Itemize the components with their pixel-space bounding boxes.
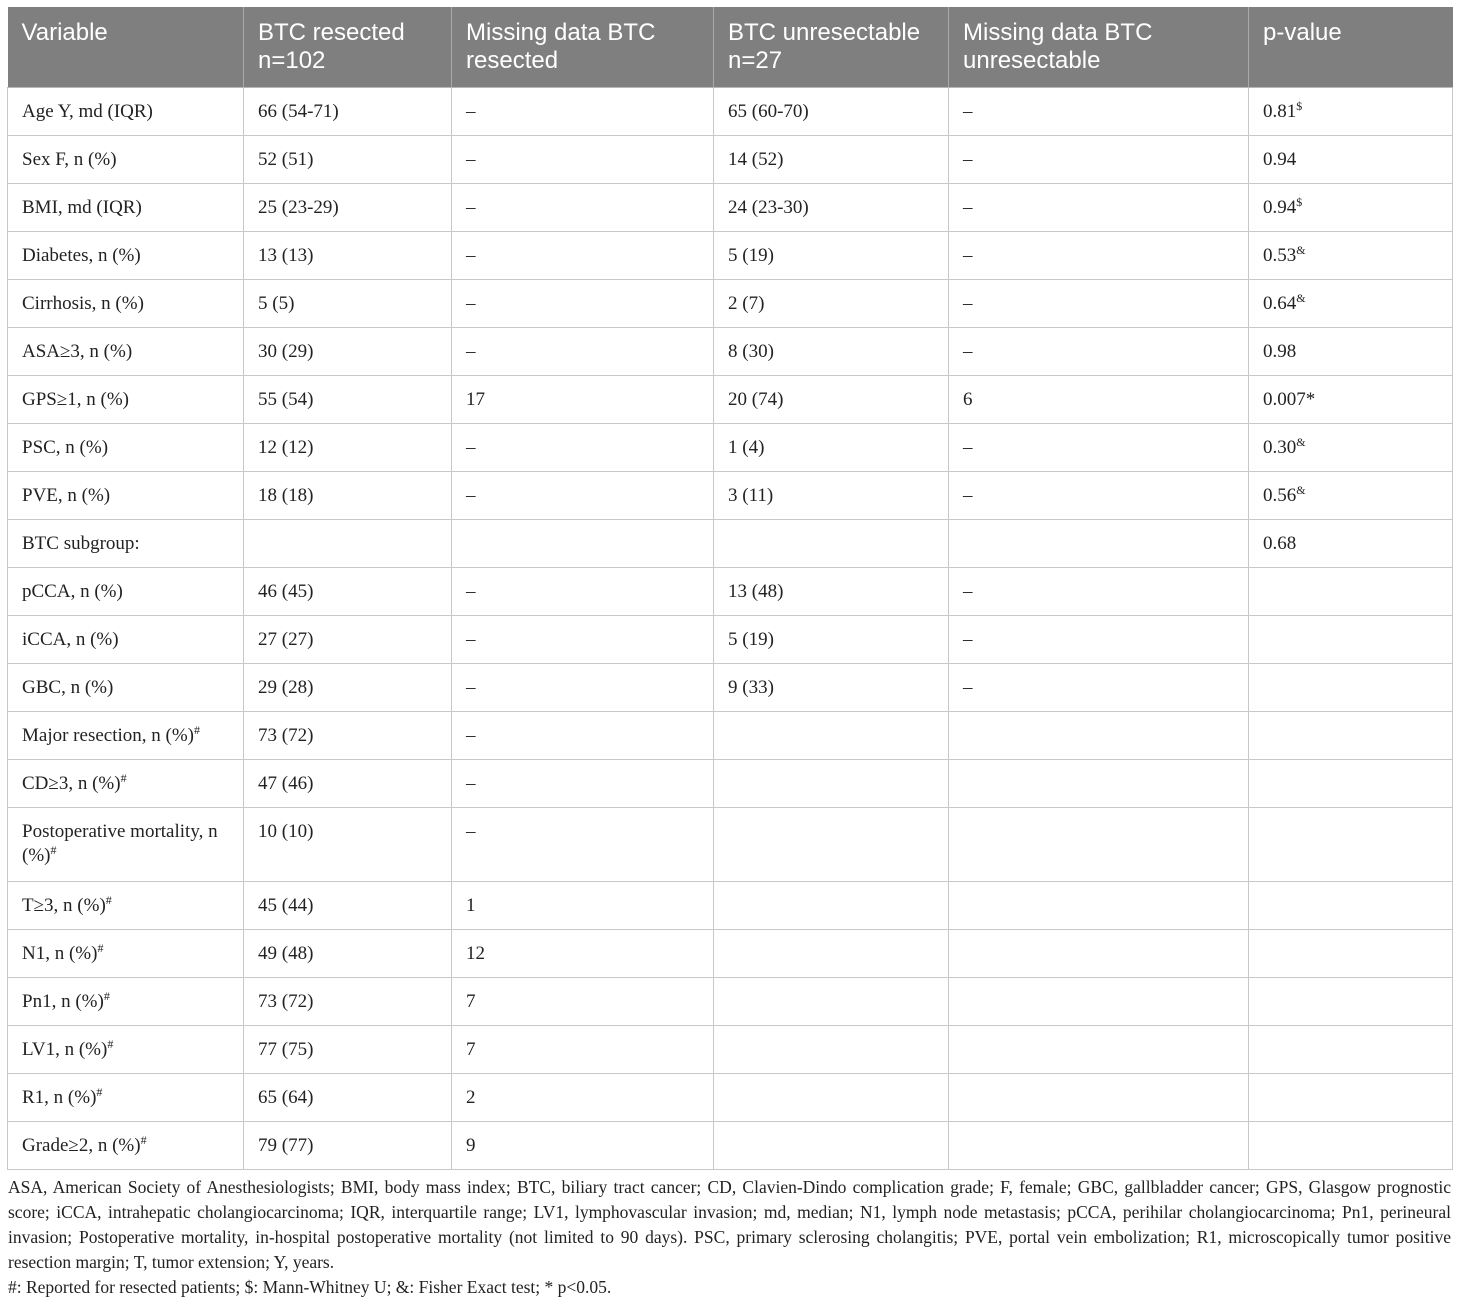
cell-btc-resected-text: 10 (10) bbox=[258, 821, 314, 842]
cell-btc-resected-text: 79 (77) bbox=[258, 1135, 314, 1156]
cell-btc-resected bbox=[244, 664, 452, 712]
cell-missing-unresectable bbox=[949, 376, 1249, 424]
cell-btc-unresectable-text: 9 (33) bbox=[728, 677, 774, 698]
cell-variable bbox=[8, 520, 244, 568]
cell-p-value bbox=[1249, 882, 1453, 930]
footnote-marker: # bbox=[50, 843, 57, 857]
cell-btc-unresectable bbox=[714, 664, 949, 712]
cell-variable bbox=[8, 232, 244, 280]
cell-variable-text: Age Y, md (IQR) bbox=[22, 101, 153, 122]
cell-btc-resected-text: 65 (64) bbox=[258, 1087, 314, 1108]
cell-btc-unresectable bbox=[714, 520, 949, 568]
cell-btc-resected bbox=[244, 978, 452, 1026]
cell-btc-resected bbox=[244, 808, 452, 882]
table-row bbox=[8, 520, 1453, 568]
cell-btc-resected bbox=[244, 232, 452, 280]
cell-variable-text: BTC subgroup: bbox=[22, 533, 140, 554]
cell-variable-text: Major resection, n (%) bbox=[22, 725, 194, 746]
cell-btc-unresectable-text: 3 (11) bbox=[728, 485, 774, 506]
cell-p-value bbox=[1249, 978, 1453, 1026]
cell-p-value bbox=[1249, 1122, 1453, 1170]
cell-missing-resected bbox=[452, 136, 714, 184]
cell-p-value-text: 0.64 bbox=[1263, 293, 1297, 314]
cell-btc-unresectable bbox=[714, 760, 949, 808]
cell-btc-unresectable bbox=[714, 882, 949, 930]
cell-missing-unresectable bbox=[949, 136, 1249, 184]
cell-missing-unresectable bbox=[949, 568, 1249, 616]
cell-p-value bbox=[1249, 376, 1453, 424]
cell-p-value bbox=[1249, 568, 1453, 616]
cell-btc-resected bbox=[244, 1122, 452, 1170]
cell-missing-unresectable bbox=[949, 808, 1249, 882]
header-row bbox=[8, 7, 1453, 88]
cell-variable-text: Diabetes, n (%) bbox=[22, 245, 141, 266]
cell-btc-resected bbox=[244, 424, 452, 472]
cell-missing-unresectable bbox=[949, 424, 1249, 472]
footnote-marker: $ bbox=[1296, 195, 1303, 209]
cell-variable bbox=[8, 930, 244, 978]
cell-p-value-text: 0.81 bbox=[1263, 101, 1297, 122]
cell-missing-unresectable-text: – bbox=[963, 149, 973, 170]
cell-btc-resected bbox=[244, 472, 452, 520]
cell-variable bbox=[8, 280, 244, 328]
cell-btc-unresectable bbox=[714, 978, 949, 1026]
cell-variable bbox=[8, 1026, 244, 1074]
cell-p-value bbox=[1249, 1074, 1453, 1122]
cell-variable bbox=[8, 472, 244, 520]
footnote-abbreviations: ASA, American Society of Anesthesiologists; BMI, body mass index; BTC, biliary tract cancer; CD, Clavien-Dindo complication grade; F, female; GBC, gallbladder cancer; GPS, Glasgow prognostic score; iCCA, intrahepatic cholangiocarcinoma; IQR, interquartile range; LV1, lymphovascular invasion; md, median; N1, lymph node metastasis; pCCA, perihilar cholangiocarcinoma; Pn1, perineural invasion; Postoperative mortality, in-hospital postoperative mortality (not limited to 90 days). PSC, primary sclerosing cholangitis; PVE, portal vein embolization; R1, microscopically tumor positive resection margin; T, tumor extension; Y, years. bbox=[8, 1177, 1451, 1272]
table-body bbox=[8, 88, 1453, 1170]
cell-variable-text: CD≥3, n (%) bbox=[22, 773, 121, 794]
cell-btc-resected-text: 5 (5) bbox=[258, 293, 295, 314]
table-row bbox=[8, 1026, 1453, 1074]
cell-missing-unresectable-text: 6 bbox=[963, 389, 973, 410]
cell-missing-resected bbox=[452, 184, 714, 232]
cell-btc-resected-text: 30 (29) bbox=[258, 341, 314, 362]
header-btc-resected: BTC resected n=102 bbox=[244, 7, 452, 88]
cell-variable bbox=[8, 712, 244, 760]
cell-variable bbox=[8, 882, 244, 930]
cell-missing-resected-text: 12 bbox=[466, 943, 485, 964]
cell-variable bbox=[8, 978, 244, 1026]
cell-p-value bbox=[1249, 88, 1453, 136]
cell-variable-text: iCCA, n (%) bbox=[22, 629, 119, 650]
cell-missing-resected-text: – bbox=[466, 581, 476, 602]
cell-missing-resected-text: – bbox=[466, 677, 476, 698]
cell-p-value-text: 0.007* bbox=[1263, 389, 1316, 410]
cell-variable-text: ASA≥3, n (%) bbox=[22, 341, 133, 362]
cell-variable bbox=[8, 760, 244, 808]
cell-missing-unresectable-text: – bbox=[963, 581, 973, 602]
cell-variable bbox=[8, 664, 244, 712]
cell-variable-text: N1, n (%) bbox=[22, 943, 98, 964]
table-row bbox=[8, 808, 1453, 882]
table-row bbox=[8, 328, 1453, 376]
cell-btc-unresectable bbox=[714, 136, 949, 184]
header-missing-resected: Missing data BTC resected bbox=[452, 7, 714, 88]
table-row bbox=[8, 882, 1453, 930]
cell-btc-resected-text: 49 (48) bbox=[258, 943, 314, 964]
cell-btc-unresectable bbox=[714, 930, 949, 978]
cell-missing-unresectable bbox=[949, 328, 1249, 376]
cell-btc-resected-text: 77 (75) bbox=[258, 1039, 314, 1060]
cell-btc-unresectable bbox=[714, 376, 949, 424]
cell-btc-unresectable bbox=[714, 616, 949, 664]
cell-btc-unresectable bbox=[714, 808, 949, 882]
cell-missing-resected bbox=[452, 930, 714, 978]
cell-missing-resected-text: – bbox=[466, 485, 476, 506]
cell-missing-unresectable bbox=[949, 184, 1249, 232]
cell-missing-unresectable bbox=[949, 930, 1249, 978]
cell-btc-unresectable bbox=[714, 1122, 949, 1170]
cell-p-value bbox=[1249, 280, 1453, 328]
cell-btc-resected-text: 45 (44) bbox=[258, 895, 314, 916]
table-row bbox=[8, 472, 1453, 520]
cell-p-value-text: 0.94 bbox=[1263, 197, 1297, 218]
footnote-marker: & bbox=[1296, 483, 1306, 497]
cell-btc-resected bbox=[244, 1026, 452, 1074]
cell-btc-unresectable bbox=[714, 280, 949, 328]
cell-missing-unresectable bbox=[949, 760, 1249, 808]
cell-missing-resected bbox=[452, 88, 714, 136]
cell-missing-unresectable bbox=[949, 88, 1249, 136]
cell-variable bbox=[8, 568, 244, 616]
footnote-marker: & bbox=[1296, 243, 1306, 257]
cell-variable-text: BMI, md (IQR) bbox=[22, 197, 142, 218]
cell-variable-text: GPS≥1, n (%) bbox=[22, 389, 130, 410]
cell-btc-unresectable-text: 65 (60-70) bbox=[728, 101, 809, 122]
cell-missing-resected-text: 9 bbox=[466, 1135, 476, 1156]
cell-p-value-text: 0.98 bbox=[1263, 341, 1297, 362]
cell-btc-unresectable bbox=[714, 184, 949, 232]
cell-btc-resected-text: 52 (51) bbox=[258, 149, 314, 170]
cell-btc-unresectable bbox=[714, 328, 949, 376]
cell-p-value bbox=[1249, 664, 1453, 712]
cell-missing-resected-text: 7 bbox=[466, 991, 476, 1012]
header-btc-unresectable: BTC unresectable n=27 bbox=[714, 7, 949, 88]
cell-variable-text: T≥3, n (%) bbox=[22, 895, 106, 916]
cell-missing-resected bbox=[452, 568, 714, 616]
cell-p-value bbox=[1249, 232, 1453, 280]
cell-btc-resected bbox=[244, 136, 452, 184]
cell-btc-resected bbox=[244, 882, 452, 930]
cell-btc-resected bbox=[244, 930, 452, 978]
cell-btc-unresectable bbox=[714, 1026, 949, 1074]
cell-btc-unresectable-text: 24 (23-30) bbox=[728, 197, 809, 218]
cell-variable-text: Pn1, n (%) bbox=[22, 991, 104, 1012]
cell-missing-resected bbox=[452, 376, 714, 424]
table-row bbox=[8, 184, 1453, 232]
cell-btc-resected-text: 25 (23-29) bbox=[258, 197, 339, 218]
cell-btc-unresectable-text: 2 (7) bbox=[728, 293, 765, 314]
footnote-marker: # bbox=[194, 723, 200, 737]
cell-btc-resected bbox=[244, 328, 452, 376]
cell-variable-text: Sex F, n (%) bbox=[22, 149, 117, 170]
cell-btc-resected-text: 13 (13) bbox=[258, 245, 314, 266]
table-row bbox=[8, 424, 1453, 472]
footnote-marker: # bbox=[96, 1085, 103, 1099]
cell-missing-resected bbox=[452, 616, 714, 664]
cell-btc-resected bbox=[244, 1074, 452, 1122]
cell-variable-text: R1, n (%) bbox=[22, 1087, 97, 1108]
cell-variable bbox=[8, 808, 244, 882]
cell-btc-resected-text: 55 (54) bbox=[258, 389, 314, 410]
cell-btc-unresectable-text: 14 (52) bbox=[728, 149, 784, 170]
cell-missing-unresectable-text: – bbox=[963, 245, 973, 266]
cell-variable-text: LV1, n (%) bbox=[22, 1039, 108, 1060]
cell-variable bbox=[8, 88, 244, 136]
cell-missing-resected bbox=[452, 1122, 714, 1170]
cell-missing-resected-text: – bbox=[466, 437, 476, 458]
cell-btc-resected-text: 66 (54-71) bbox=[258, 101, 339, 122]
cell-p-value bbox=[1249, 184, 1453, 232]
cell-variable bbox=[8, 136, 244, 184]
cell-btc-unresectable bbox=[714, 88, 949, 136]
cell-btc-resected-text: 18 (18) bbox=[258, 485, 314, 506]
cell-p-value bbox=[1249, 616, 1453, 664]
cell-missing-resected bbox=[452, 664, 714, 712]
cell-missing-unresectable-text: – bbox=[963, 677, 973, 698]
cell-p-value bbox=[1249, 136, 1453, 184]
cell-p-value-text: 0.56 bbox=[1263, 485, 1297, 506]
cell-btc-unresectable bbox=[714, 232, 949, 280]
cell-p-value bbox=[1249, 520, 1453, 568]
cell-btc-unresectable-text: 5 (19) bbox=[728, 245, 774, 266]
table-row bbox=[8, 88, 1453, 136]
cell-missing-resected-text: – bbox=[466, 197, 476, 218]
cell-missing-resected bbox=[452, 1074, 714, 1122]
cell-missing-resected bbox=[452, 712, 714, 760]
footnote-marker: & bbox=[1296, 291, 1306, 305]
footnote-marker: # bbox=[107, 1037, 114, 1051]
footnote-marker: $ bbox=[1296, 99, 1303, 113]
cell-missing-unresectable-text: – bbox=[963, 485, 973, 506]
table-row bbox=[8, 232, 1453, 280]
cell-p-value-text: 0.53 bbox=[1263, 245, 1297, 266]
cell-btc-resected bbox=[244, 88, 452, 136]
cell-variable bbox=[8, 616, 244, 664]
cell-btc-unresectable-text: 5 (19) bbox=[728, 629, 774, 650]
cell-missing-unresectable-text: – bbox=[963, 341, 973, 362]
cell-variable bbox=[8, 1074, 244, 1122]
table-row bbox=[8, 978, 1453, 1026]
cell-missing-resected bbox=[452, 232, 714, 280]
cell-btc-resected bbox=[244, 712, 452, 760]
cell-missing-unresectable bbox=[949, 712, 1249, 760]
cell-variable-text: PVE, n (%) bbox=[22, 485, 111, 506]
cell-missing-unresectable bbox=[949, 472, 1249, 520]
cell-btc-resected-text: 12 (12) bbox=[258, 437, 314, 458]
cell-btc-resected bbox=[244, 376, 452, 424]
cell-btc-resected bbox=[244, 568, 452, 616]
cell-p-value bbox=[1249, 1026, 1453, 1074]
cell-btc-unresectable-text: 20 (74) bbox=[728, 389, 784, 410]
cell-missing-resected bbox=[452, 760, 714, 808]
table-row bbox=[8, 376, 1453, 424]
cell-missing-resected bbox=[452, 808, 714, 882]
cell-missing-unresectable-text: – bbox=[963, 101, 973, 122]
cell-variable-text: Cirrhosis, n (%) bbox=[22, 293, 144, 314]
cell-missing-unresectable bbox=[949, 280, 1249, 328]
cell-btc-resected-text: 47 (46) bbox=[258, 773, 314, 794]
data-table bbox=[7, 7, 1453, 1170]
cell-missing-resected bbox=[452, 328, 714, 376]
cell-missing-resected bbox=[452, 978, 714, 1026]
cell-p-value bbox=[1249, 760, 1453, 808]
header-p-value: p-value bbox=[1249, 7, 1453, 88]
cell-btc-resected bbox=[244, 760, 452, 808]
cell-btc-resected bbox=[244, 280, 452, 328]
cell-p-value-text: 0.30 bbox=[1263, 437, 1297, 458]
cell-missing-resected bbox=[452, 882, 714, 930]
cell-variable-text: PSC, n (%) bbox=[22, 437, 109, 458]
cell-variable bbox=[8, 376, 244, 424]
cell-missing-resected-text: – bbox=[466, 149, 476, 170]
cell-missing-unresectable bbox=[949, 978, 1249, 1026]
cell-missing-unresectable bbox=[949, 664, 1249, 712]
footnote-marker: # bbox=[140, 1133, 147, 1147]
table-row bbox=[8, 616, 1453, 664]
footnote-marker: # bbox=[120, 771, 127, 785]
header-variable: Variable bbox=[8, 7, 244, 88]
cell-missing-resected bbox=[452, 520, 714, 568]
cell-btc-unresectable bbox=[714, 712, 949, 760]
cell-missing-unresectable-text: – bbox=[963, 293, 973, 314]
cell-btc-resected-text: 29 (28) bbox=[258, 677, 314, 698]
cell-btc-resected bbox=[244, 184, 452, 232]
cell-btc-resected-text: 73 (72) bbox=[258, 725, 314, 746]
cell-variable-text: Grade≥2, n (%) bbox=[22, 1135, 141, 1156]
cell-missing-resected-text: 17 bbox=[466, 389, 485, 410]
cell-missing-resected-text: – bbox=[466, 245, 476, 266]
cell-p-value bbox=[1249, 424, 1453, 472]
cell-btc-unresectable bbox=[714, 424, 949, 472]
cell-missing-unresectable bbox=[949, 1074, 1249, 1122]
cell-p-value bbox=[1249, 472, 1453, 520]
cell-p-value bbox=[1249, 808, 1453, 882]
cell-missing-resected-text: 7 bbox=[466, 1039, 476, 1060]
table-row bbox=[8, 568, 1453, 616]
cell-p-value-text: 0.94 bbox=[1263, 149, 1297, 170]
cell-p-value-text: 0.68 bbox=[1263, 533, 1297, 554]
cell-btc-unresectable bbox=[714, 1074, 949, 1122]
table-row bbox=[8, 136, 1453, 184]
table-row bbox=[8, 664, 1453, 712]
footnote-marker: # bbox=[97, 941, 104, 955]
cell-missing-unresectable bbox=[949, 1026, 1249, 1074]
cell-btc-unresectable bbox=[714, 568, 949, 616]
cell-btc-resected-text: 27 (27) bbox=[258, 629, 314, 650]
cell-missing-resected bbox=[452, 280, 714, 328]
cell-variable bbox=[8, 424, 244, 472]
table-row bbox=[8, 1074, 1453, 1122]
footnote-marker: # bbox=[105, 893, 112, 907]
cell-variable-text: pCCA, n (%) bbox=[22, 581, 123, 602]
cell-missing-unresectable-text: – bbox=[963, 437, 973, 458]
cell-variable bbox=[8, 184, 244, 232]
cell-missing-resected-text: – bbox=[466, 821, 476, 842]
cell-missing-unresectable bbox=[949, 616, 1249, 664]
cell-missing-resected-text: – bbox=[466, 293, 476, 314]
cell-btc-resected bbox=[244, 616, 452, 664]
cell-p-value bbox=[1249, 712, 1453, 760]
cell-variable bbox=[8, 1122, 244, 1170]
cell-btc-resected-text: 73 (72) bbox=[258, 991, 314, 1012]
cell-missing-resected bbox=[452, 424, 714, 472]
cell-missing-unresectable bbox=[949, 232, 1249, 280]
cell-missing-resected bbox=[452, 472, 714, 520]
header-missing-unresectable: Missing data BTC unresectable bbox=[949, 7, 1249, 88]
cell-missing-resected-text: – bbox=[466, 629, 476, 650]
cell-missing-resected-text: – bbox=[466, 773, 476, 794]
cell-btc-unresectable-text: 8 (30) bbox=[728, 341, 774, 362]
cell-btc-resected bbox=[244, 520, 452, 568]
cell-variable bbox=[8, 328, 244, 376]
table-row bbox=[8, 280, 1453, 328]
table-row bbox=[8, 1122, 1453, 1170]
table-container bbox=[7, 7, 1452, 1300]
cell-missing-unresectable-text: – bbox=[963, 629, 973, 650]
cell-missing-unresectable bbox=[949, 1122, 1249, 1170]
cell-missing-resected bbox=[452, 1026, 714, 1074]
cell-btc-resected-text: 46 (45) bbox=[258, 581, 314, 602]
cell-missing-resected-text: – bbox=[466, 725, 476, 746]
cell-p-value bbox=[1249, 930, 1453, 978]
cell-btc-unresectable bbox=[714, 472, 949, 520]
table-row bbox=[8, 760, 1453, 808]
cell-missing-resected-text: – bbox=[466, 341, 476, 362]
cell-missing-resected-text: 1 bbox=[466, 895, 476, 916]
cell-missing-resected-text: – bbox=[466, 101, 476, 122]
cell-variable-text: GBC, n (%) bbox=[22, 677, 114, 698]
footnote-marker: & bbox=[1296, 435, 1306, 449]
table-footnotes bbox=[7, 1175, 1452, 1300]
table-header bbox=[8, 7, 1453, 88]
table-row bbox=[8, 930, 1453, 978]
cell-missing-unresectable bbox=[949, 882, 1249, 930]
cell-p-value bbox=[1249, 328, 1453, 376]
cell-missing-resected-text: 2 bbox=[466, 1087, 476, 1108]
footnote-marker: # bbox=[103, 989, 110, 1003]
cell-variable-text: Postoperative mortality, n (%) bbox=[22, 821, 218, 866]
table-row bbox=[8, 712, 1453, 760]
cell-btc-unresectable-text: 13 (48) bbox=[728, 581, 784, 602]
cell-missing-unresectable-text: – bbox=[963, 197, 973, 218]
footnote-symbols: #: Reported for resected patients; $: Mann-Whitney U; &: Fisher Exact test; * p<0.05. bbox=[8, 1277, 612, 1297]
cell-btc-unresectable-text: 1 (4) bbox=[728, 437, 765, 458]
cell-missing-unresectable bbox=[949, 520, 1249, 568]
